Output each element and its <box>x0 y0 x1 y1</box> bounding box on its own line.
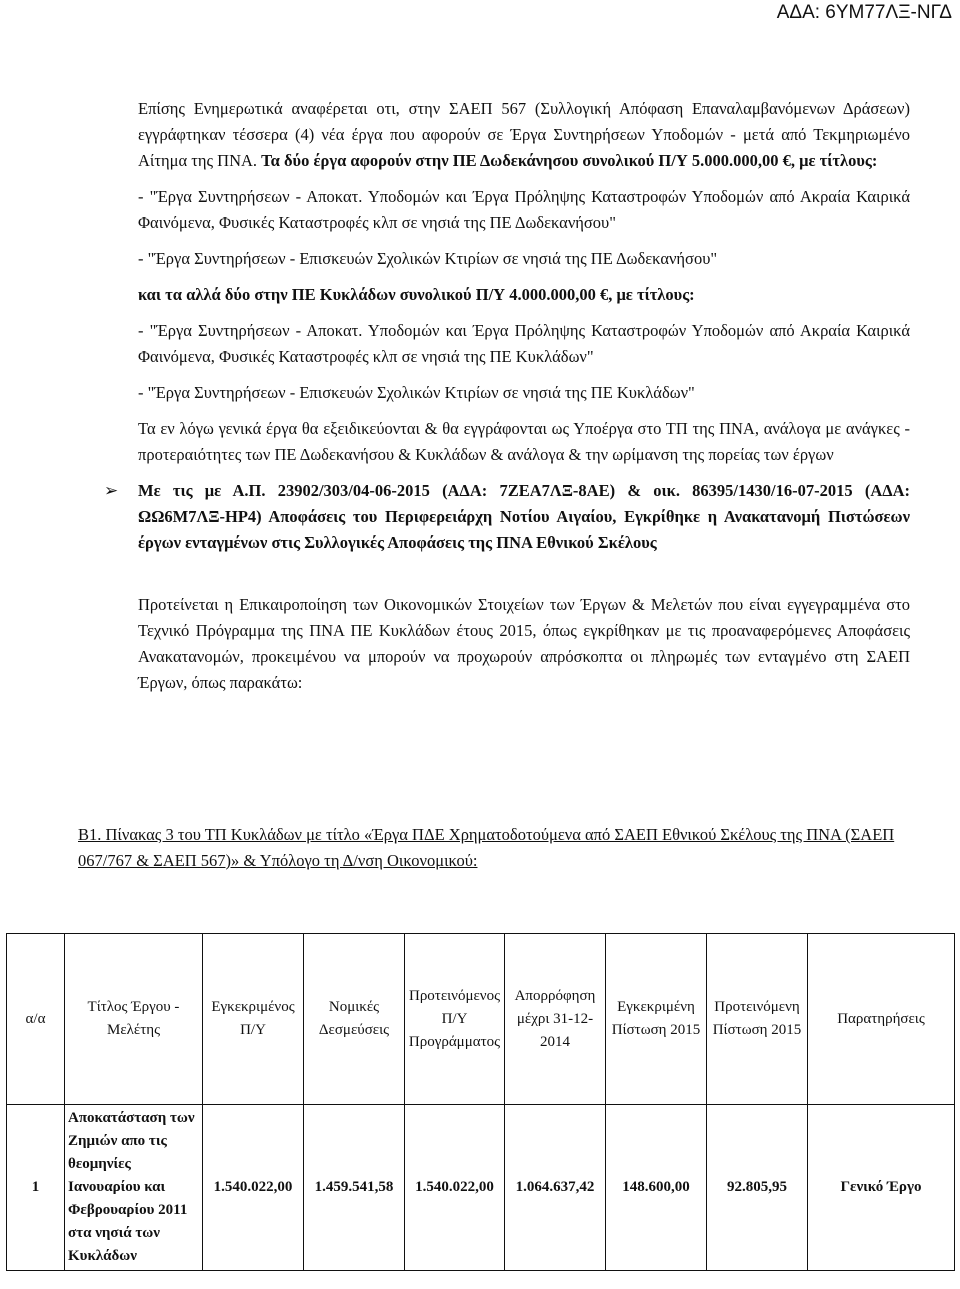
cell-proposed-budget: 1.540.022,00 <box>405 1105 505 1271</box>
arrow-bullet-icon: ➢ <box>104 481 119 500</box>
budget-table <box>6 933 955 1271</box>
header-absorption: Απορρόφηση μέχρι 31-12-2014 <box>505 934 606 1105</box>
general-works-paragraph: Τα εν λόγω γενικά έργα θα εξειδικεύονται & θα εγγράφονται ως Υποέργα στο ΤΠ της ΠΝΑ, ανάλογα με ανάγκες - προτεραιότητες των ΠΕ Δωδεκανήσου & Κυκλάδων & ανάλογα & την ωρίμανση της πορείας των έργων <box>138 419 910 464</box>
cell-proposed-credit: 92.805,95 <box>707 1105 808 1271</box>
dodecanese-item-2: - "Έργα Συντηρήσεων - Επισκευών Σχολικών Κτιρίων σε νησιά της ΠΕ Δωδεκανήσου" <box>138 249 718 268</box>
cell-approved-credit: 148.600,00 <box>606 1105 707 1271</box>
decision-text: Με τις με Α.Π. 23902/303/04-06-2015 (ΑΔΑ: 7ΖΕΑ7ΛΞ-8ΑΕ) & οικ. 86395/1430/16-07-2015 (ΑΔΑ: ΩΩ6Μ7ΛΞ-ΗΡ4) Αποφάσεις του Περιφερειάρχη Νοτίου Αιγαίου, Εγκρίθηκε η Ανακατανομή Πιστώσεων έργων ενταγμένων στις Συλλογικές Αποφάσεις της ΠΝΑ Εθνικού Σκέλους <box>138 481 910 552</box>
header-title: Τίτλος Έργου - Μελέτης <box>65 934 203 1105</box>
header-legal-commitments: Νομικές Δεσμεύσεις <box>304 934 405 1105</box>
cell-remarks: Γενικό Έργο <box>808 1105 955 1271</box>
cell-aa: 1 <box>7 1105 65 1271</box>
table-caption: Β1. Πίνακας 3 του ΤΠ Κυκλάδων με τίτλο «Έργα ΠΔΕ Χρηματοδοτούμενα από ΣΑΕΠ Εθνικού Σκέλους της ΠΝΑ (ΣΑΕΠ 067/767 & ΣΑΕΠ 567)» & Υπόλογο τη Δ/νση Οικονομικού: <box>78 825 895 870</box>
ada-code: ΑΔΑ: 6ΥΜ77ΛΞ-ΝΓΔ <box>776 2 952 23</box>
proposal-paragraph: Προτείνεται η Επικαιροποίηση των Οικονομικών Στοιχείων των Έργων & Μελετών που είναι εγγεγραμμένα στο Τεχνικό Πρόγραμμα της ΠΝΑ ΠΕ Κυκλάδων έτους 2015, όπως εγκρίθηκαν με τις προαναφερόμενες Αποφάσεις Ανακατανομών, προκειμένου να μπορούν να προχωρούν απρόσκοπτα οι πληρωμές των ενταγμένο στη ΣΑΕΠ Έργων, όπως παρακάτω: <box>138 595 910 692</box>
cell-absorption: 1.064.637,42 <box>505 1105 606 1271</box>
cell-title: Αποκατάσταση των Ζημιών απο τις θεομηνίες Ιανουαρίου και Φεβρουαρίου 2011 στα νησιά των Κυκλάδων <box>65 1105 203 1271</box>
dodecanese-item-1: - "Έργα Συντηρήσεων - Αποκατ. Υποδομών και Έργα Πρόληψης Καταστροφών Υποδομών από Ακραία Καιρικά Φαινόμενα, Φυσικές Καταστροφές κλπ σε νησιά της ΠΕ Δωδεκανήσου" <box>138 187 910 232</box>
table-header-row <box>7 934 955 1105</box>
header-remarks: Παρατηρήσεις <box>808 934 955 1105</box>
table-row <box>7 1105 955 1271</box>
cell-approved-budget: 1.540.022,00 <box>203 1105 304 1271</box>
header-aa: α/α <box>7 934 65 1105</box>
cell-legal-commitments: 1.459.541,58 <box>304 1105 405 1271</box>
intro-paragraph <box>138 96 910 174</box>
document-body <box>104 96 910 696</box>
decision-item <box>104 478 910 556</box>
header-approved-credit: Εγκεκριμένη Πίστωση 2015 <box>606 934 707 1105</box>
cyclades-item-1: - "Έργα Συντηρήσεων - Αποκατ. Υποδομών και Έργα Πρόληψης Καταστροφών Υποδομών από Ακραία Καιρικά Φαινόμενα, Φυσικές Καταστροφές κλπ σε νησιά της ΠΕ Κυκλάδων" <box>138 321 910 366</box>
cyclades-heading: και τα αλλά δύο στην ΠΕ Κυκλάδων συνολικού Π/Υ 4.000.000,00 €, με τίτλους: <box>138 285 695 304</box>
cyclades-item-2: - "Έργα Συντηρήσεων - Επισκευών Σχολικών Κτιρίων σε νησιά της ΠΕ Κυκλάδων" <box>138 383 695 402</box>
intro-text: Επίσης Ενημερωτικά αναφέρεται οτι, στην ΣΑΕΠ 567 (Συλλογική Απόφαση Επαναλαμβανόμενων Δράσεων) εγγράφτηκαν τέσσερα (4) νέα έργα που αφορούν σε Έργα Συντηρήσεων Υποδομών - μετά από Τεκμηριωμένο Αίτημα της ΠΝΑ. <box>138 99 910 170</box>
header-proposed-credit: Προτεινόμενη Πίστωση 2015 <box>707 934 808 1105</box>
intro-bold-text: Τα δύο έργα αφορούν στην ΠΕ Δωδεκάνησου συνολικού Π/Υ 5.000.000,00 €, με τίτλους: <box>261 151 878 170</box>
header-approved-budget: Εγκεκριμένος Π/Υ <box>203 934 304 1105</box>
header-proposed-budget: Προτεινόμενος Π/Υ Προγράμματος <box>405 934 505 1105</box>
